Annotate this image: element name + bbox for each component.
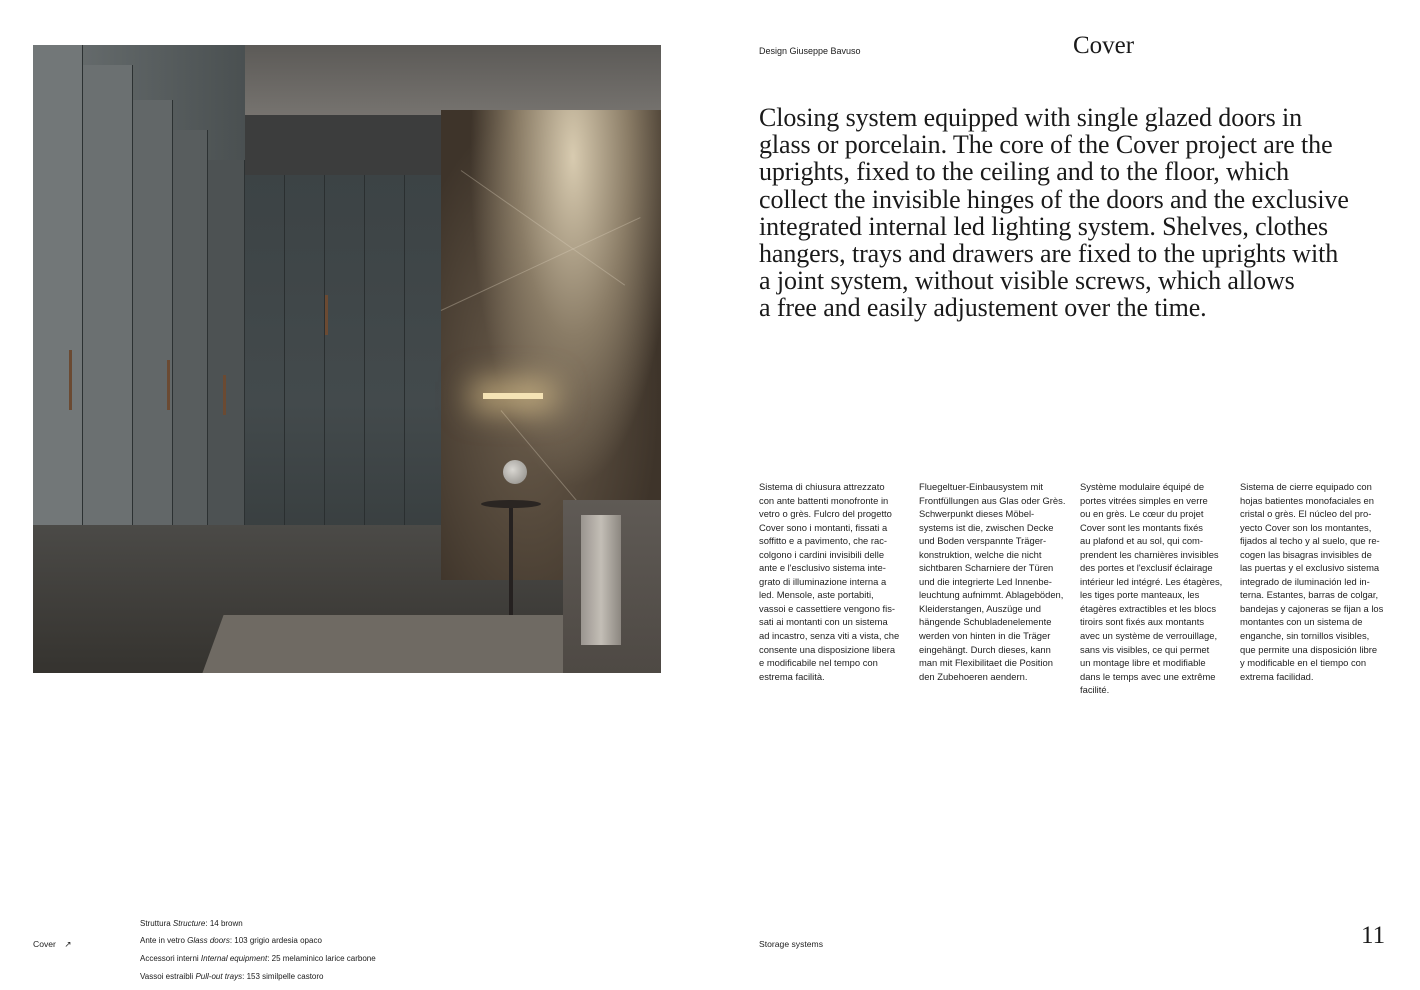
- photo-side-table-leg: [509, 505, 513, 615]
- photo-back-wardrobe: [245, 175, 445, 555]
- lead-paragraph: Closing system equipped with single glazed doors in glass or porcelain. The core of the Cover project are the uprights, fixed to the ceiling and to the floor, which collect the invisible hinges of the doors and the exclusive integrated internal led lighting system. Shelves, clothes hangers, trays and drawers are fixed to the uprights with a joint system, without visible screws, which allows a free and easily adjustement over the time.: [759, 103, 1349, 323]
- footer-product-link[interactable]: [33, 939, 72, 950]
- photo-throw-blanket: [581, 515, 621, 645]
- page-title: Cover: [1073, 32, 1135, 59]
- photo-side-table: [481, 500, 541, 508]
- designer-credit: Design Giuseppe Bavuso: [759, 46, 861, 56]
- text-column-german: Fluegeltuer-Einbausystem mit Frontfüllungen aus Glas oder Grès. Schwerpunkt dieses Möbel- systems ist die, zwischen Decke und Boden verspannte Träger- konstruktion, welche die nicht sichtbaren Scharniere der Türen und die integrierte Led Innenbe- leuchtung aufnimmt. Ablageböden, Kleiderstangen, Auszüge und hängende Schubladenelemente werden von hinten in die Träger eingehängt. Durch dieses, kann man mit Flexibilitaet die Position den Zubehoeren aendern.: [919, 481, 1066, 682]
- page-number: 11: [1361, 922, 1386, 949]
- spec-line: Vassoi estraibli Pull-out trays: 153 similpelle castoro: [140, 971, 324, 981]
- spec-line: Ante in vetro Glass doors: 103 grigio ardesia opaco: [140, 936, 322, 946]
- photo-table-lamp: [503, 460, 527, 484]
- spec-line: Accessori interni Internal equipment: 25 melaminico larice carbone: [140, 953, 376, 963]
- footer-product-label: Cover: [33, 939, 56, 949]
- text-column-italian: Sistema di chiusura attrezzato con ante battenti monofronte in vetro o grès. Fulcro del progetto Cover sono i montanti, fissati a soffitto e a pavimento, che rac- colgono i cardini invisibili delle ante e l'esclusivo sistema inte- grato di illuminazione interna a led. Mensole, aste portabiti, vassoi e cassettiere vengono fis- sati ai montanti con un sistema ad incastro, senza viti a vista, che consente una disposizione libera e modificabile nel tempo con estrema facilità.: [759, 481, 900, 682]
- section-label: Storage systems: [759, 939, 823, 949]
- finish-specifications: [140, 911, 376, 990]
- spec-line: Struttura Structure: 14 brown: [140, 918, 243, 928]
- product-photo-wardrobe-bedroom: [33, 45, 661, 673]
- text-column-spanish: Sistema de cierre equipado con hojas batientes monofaciales en cristal o grès. El núcleo del pro- yecto Cover son los montantes, fijados al techo y al suelo, que re- cogen las bisagras invisibles de las puertas y el exclusivo sistema integrado de iluminación led in- terna. Estantes, barras de colgar, bandejas y cajoneras se fijan a los montantes con un sistema de enganche, sin tornillos visibles, que permite una disposición libre y modificable en el tiempo con extrema facilidad.: [1240, 481, 1384, 682]
- photo-rug: [202, 615, 603, 673]
- photo-wall-light: [483, 393, 543, 399]
- text-column-french: Système modulaire équipé de portes vitrées simples en verre ou en grès. Le cœur du projet Cover sont les montants fixés au plafond et au sol, qui com- prendent les charnières invisibles des portes et l'exclusif éclairage intérieur led intégré. Les étagères, les tiges porte manteaux, les étagères extractibles et les blocs tiroirs sont fixés aux montants avec un système de verrouillage, sans vis visibles, ce qui permet un montage libre et modifiable dans le temps avec une extrême facilité.: [1080, 481, 1223, 696]
- arrow-up-right-icon: ↗: [64, 939, 72, 949]
